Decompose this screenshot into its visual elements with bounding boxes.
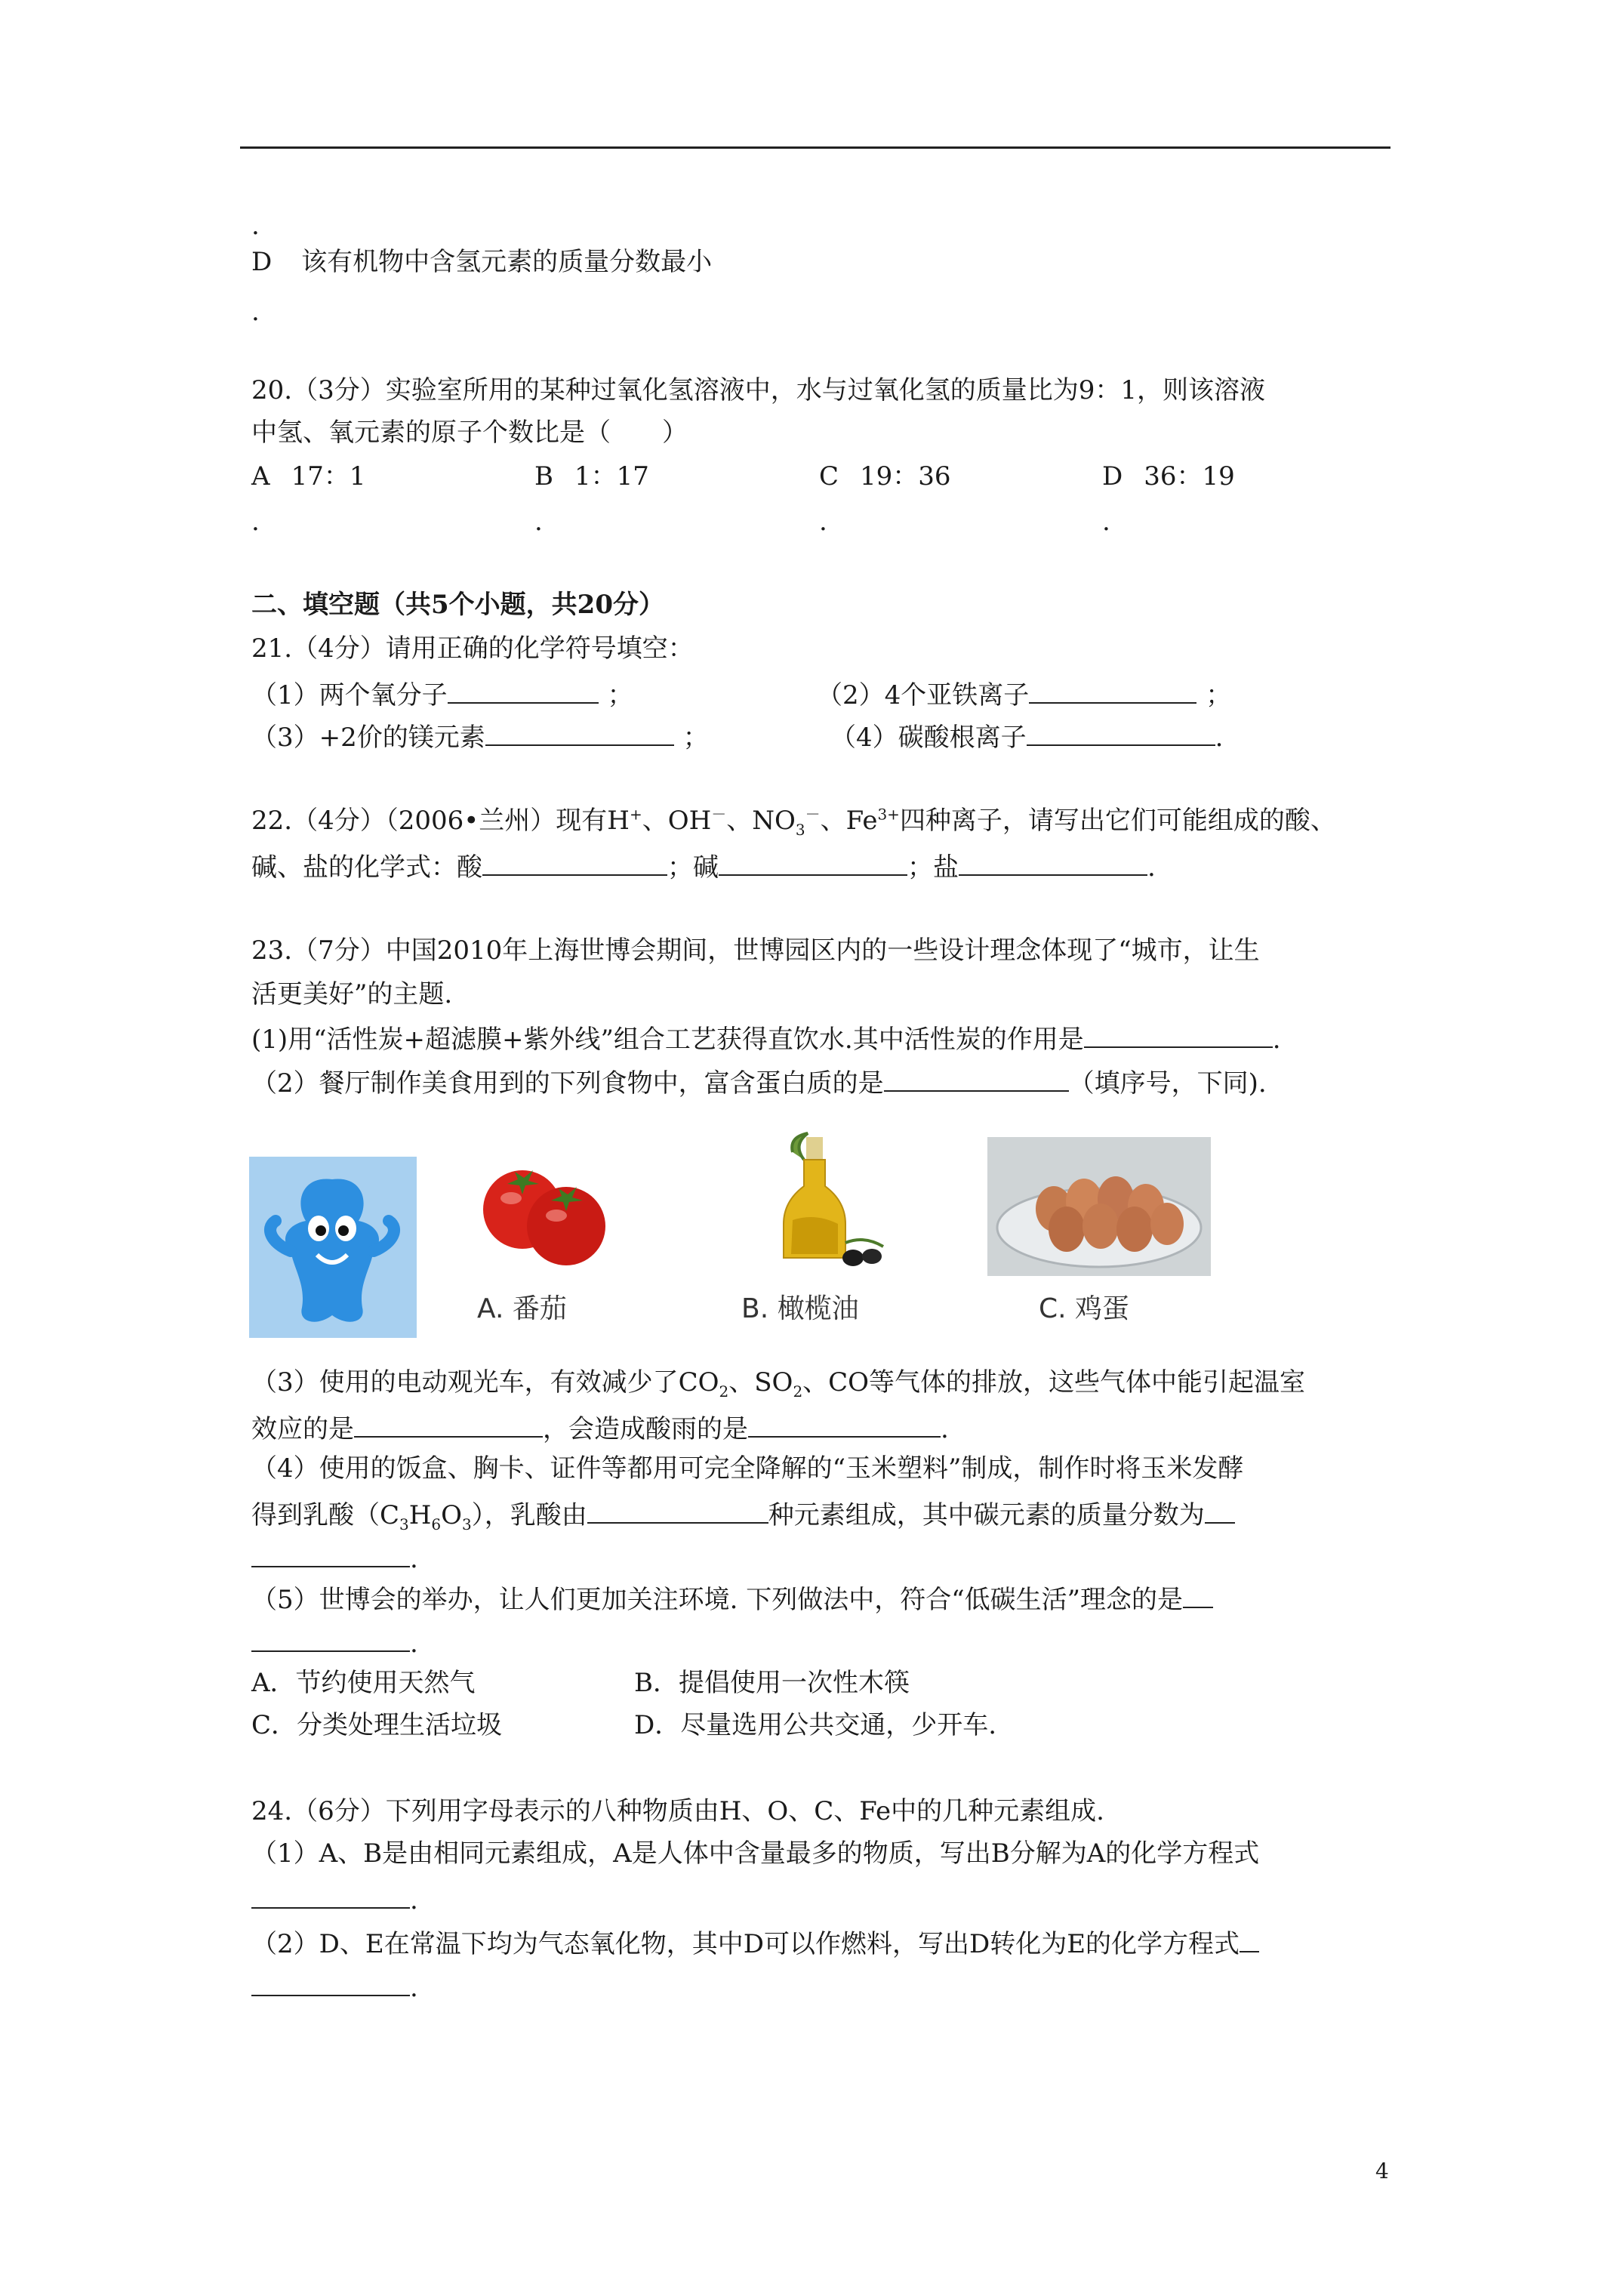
option-letter: D: [1102, 461, 1123, 492]
answer-blank[interactable]: [884, 1068, 1069, 1092]
answer-blank[interactable]: [1029, 680, 1196, 704]
dot: .: [1102, 507, 1110, 537]
answer-blank[interactable]: [482, 852, 667, 876]
option-text: 17：1: [291, 461, 366, 492]
dot: .: [251, 297, 260, 327]
q23-option-b: B．提倡使用一次性木筷: [634, 1668, 910, 1698]
option-letter: D: [251, 247, 273, 277]
q24-part1: （1）A、B是由相同元素组成，A是人体中含量最多的物质，写出B分解为A的化学方程式: [251, 1838, 1260, 1869]
q23-option-a: A．节约使用天然气: [251, 1668, 476, 1698]
q23-part4-line1: （4）使用的饭盒、胸卡、证件等都用可完全降解的“玉米塑料”制成，制作时将玉米发酵: [251, 1453, 1244, 1484]
q23-line1: 23.（7分）中国2010年上海世博会期间，世博园区内的一些设计理念体现了“城市，让生: [251, 935, 1260, 966]
q21-part4: （4）碳酸根离子 .: [830, 723, 1224, 753]
caption-tomato: A. 番茄: [477, 1293, 567, 1324]
dot: .: [534, 507, 543, 537]
answer-blank[interactable]: [1205, 1499, 1235, 1524]
q24-part2-answer: .: [251, 1972, 418, 2001]
q20-option-c: [819, 461, 951, 492]
option-letter: C: [819, 461, 839, 492]
q23-part4-line2: 得到乳酸$(C_3H_6O_3)$，乳酸由 种元素组成，其中碳元素的质量分数为: [251, 1499, 1235, 1528]
q22-line2: 碱、盐的化学式：酸 ；碱 ；盐 .: [251, 852, 1156, 883]
option-text: 36：19: [1144, 461, 1235, 492]
option-letter: A: [251, 461, 270, 492]
answer-blank[interactable]: [959, 852, 1147, 876]
option-letter: B: [534, 461, 553, 492]
answer-blank[interactable]: [1183, 1584, 1213, 1608]
q20-line2: 中氢、氧元素的原子个数比是（ ）: [251, 418, 688, 448]
option-text: 19：36: [860, 461, 951, 492]
q23-part4-line3: .: [251, 1543, 418, 1572]
answer-blank[interactable]: [1084, 1024, 1273, 1048]
answer-blank[interactable]: [251, 1543, 410, 1567]
answer-blank[interactable]: [354, 1413, 543, 1438]
q23-part2: （2）餐厅制作美食用到的下列食物中，富含蛋白质的是 （填序号，下同).: [251, 1068, 1267, 1099]
q20-option-d: [1102, 461, 1235, 492]
q23-part1: (1)用“活性炭+超滤膜+紫外线”组合工艺获得直饮水.其中活性炭的作用是 .: [251, 1025, 1281, 1055]
q24-part1-answer: .: [251, 1885, 418, 1913]
tomato-icon: [470, 1157, 613, 1270]
q24-stem: 24.（6分）下列用字母表示的八种物质由H、O、C、Fe中的几种元素组成.: [251, 1796, 1104, 1826]
header-rule: [240, 146, 1390, 149]
option-text: 1：17: [574, 461, 649, 492]
caption-olive-oil: B. 橄榄油: [741, 1293, 859, 1324]
option-text: 该有机物中含氢元素的质量分数最小: [301, 247, 713, 277]
eggs-image: [987, 1137, 1211, 1276]
q20-line1: 20.（3分）实验室所用的某种过氧化氢溶液中，水与过氧化氢的质量比为9：1，则该溶液: [251, 375, 1265, 405]
q20-option-a: [251, 461, 366, 492]
answer-blank[interactable]: [1027, 722, 1215, 746]
q21-part1: （1）两个氧分子 ；: [251, 680, 633, 710]
dot: .: [251, 211, 260, 241]
q22-line1: 22.（4分）（2006•兰州）现有H+、OH－、$NO_3^-$、$Fe^{3+}$四种离子，请写出它们可能组成的酸、: [251, 805, 1336, 839]
olive-oil-image: [762, 1130, 891, 1273]
answer-blank[interactable]: [485, 722, 674, 746]
answer-blank[interactable]: [251, 1972, 410, 1996]
q23-option-d: D．尽量选用公共交通，少开车.: [634, 1710, 997, 1740]
q23-option-c: C．分类处理生活垃圾: [251, 1710, 503, 1740]
q20-option-b: [534, 461, 649, 492]
answer-blank[interactable]: [587, 1499, 768, 1524]
page-number: 4: [1375, 2159, 1389, 2184]
dot: .: [251, 507, 260, 537]
tomato-image: [470, 1157, 613, 1270]
caption-egg: C. 鸡蛋: [1039, 1293, 1130, 1324]
q24-part2: （2）D、E在常温下均为气态氧化物，其中D可以作燃料，写出D转化为E的化学方程式: [251, 1928, 1259, 1957]
q23-line2: 活更美好”的主题.: [251, 979, 453, 1009]
section-title: 二、填空题（共5个小题，共20分）: [251, 590, 664, 620]
olive-oil-bottle-icon: [762, 1130, 891, 1273]
answer-blank[interactable]: [251, 1885, 410, 1909]
q23-part5-line2: .: [251, 1628, 418, 1657]
answer-blank[interactable]: [251, 1628, 410, 1652]
mascot-icon: [249, 1157, 417, 1338]
answer-blank[interactable]: [748, 1413, 941, 1438]
q23-part3-line2: 效应的是 ，会造成酸雨的是 .: [251, 1414, 949, 1444]
dot: .: [819, 507, 827, 537]
answer-blank[interactable]: [719, 852, 907, 876]
q21-stem: 21.（4分）请用正确的化学符号填空：: [251, 633, 694, 664]
eggs-icon: [987, 1137, 1211, 1276]
q19-option-d: [251, 249, 712, 275]
expo-mascot-image: [249, 1157, 417, 1338]
q21-part3: （3）+2价的镁元素 ；: [251, 723, 709, 753]
q23-part3-line1: （3）使用的电动观光车，有效减少了$CO_2$、$SO_2$、CO等气体的排放，这些气体中能引起温室: [251, 1367, 1306, 1401]
q21-part2: （2）4个亚铁离子 ；: [817, 680, 1232, 710]
q23-part5-line1: （5）世博会的举办，让人们更加关注环境. 下列做法中，符合“低碳生活”理念的是: [251, 1584, 1213, 1613]
answer-blank[interactable]: [448, 680, 599, 704]
answer-blank[interactable]: [1240, 1928, 1259, 1952]
